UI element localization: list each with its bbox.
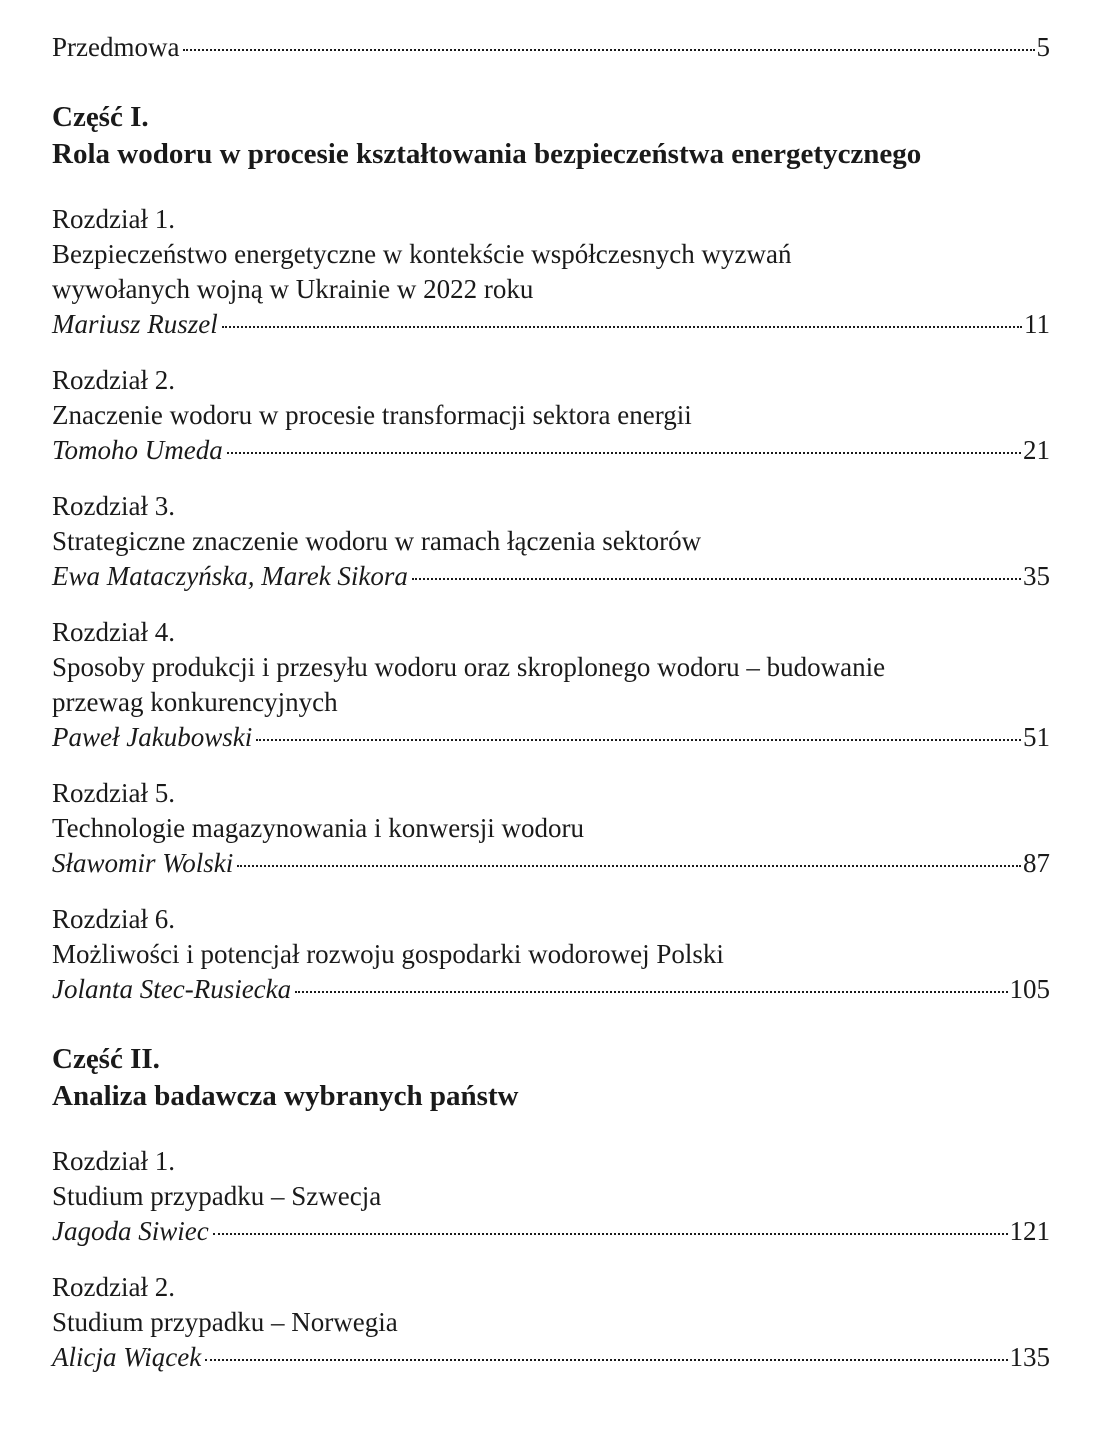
toc-entry-chapter[interactable] — [52, 490, 1050, 594]
dot-leader — [213, 1233, 1008, 1235]
toc-entry-preface[interactable] — [52, 30, 1050, 65]
chapter-author: Sławomir Wolski — [52, 848, 234, 878]
dot-leader — [183, 49, 1034, 51]
dot-leader — [412, 578, 1021, 580]
chapter-author-line — [52, 1340, 1050, 1375]
chapter-author-line — [52, 846, 1050, 881]
chapter-title-line: Technologie magazynowania i konwersji wodoru — [52, 813, 584, 843]
chapter-title-line: Strategiczne znaczenie wodoru w ramach łączenia sektorów — [52, 526, 702, 556]
page-number: 11 — [1024, 309, 1050, 339]
chapter-author-line — [52, 307, 1050, 342]
chapter-title — [52, 811, 1050, 846]
dot-leader — [227, 452, 1021, 454]
chapter-author: Alicja Wiącek — [52, 1342, 202, 1372]
part-title: Analiza badawcza wybranych państw — [52, 1080, 519, 1112]
page-number: 105 — [1009, 974, 1050, 1004]
chapter-label: Rozdział 2. — [52, 1272, 175, 1302]
chapter-label: Rozdział 6. — [52, 904, 175, 934]
toc-entry-chapter[interactable] — [52, 1271, 1050, 1375]
dot-leader — [256, 739, 1021, 741]
chapter-title-line: Sposoby produkcji i przesyłu wodoru oraz skroplonego wodoru – budowanie — [52, 652, 886, 682]
page-number: 5 — [1036, 32, 1050, 62]
entry-title: Przedmowa — [52, 32, 180, 62]
dot-leader — [295, 991, 1007, 993]
chapter-title — [52, 650, 1050, 720]
toc-entry-chapter[interactable] — [52, 364, 1050, 468]
chapter-title — [52, 1305, 1050, 1340]
part-title: Rola wodoru w procesie kształtowania bezpieczeństwa energetycznego — [52, 138, 922, 170]
part-label: Część II. — [52, 1043, 160, 1075]
chapter-label: Rozdział 1. — [52, 204, 175, 234]
chapter-label: Rozdział 5. — [52, 778, 175, 808]
chapter-label: Rozdział 3. — [52, 491, 175, 521]
chapter-title — [52, 1179, 1050, 1214]
chapter-label: Rozdział 4. — [52, 617, 175, 647]
chapter-author-line — [52, 972, 1050, 1007]
page-number: 21 — [1023, 435, 1050, 465]
chapter-author: Jolanta Stec-Rusiecka — [52, 974, 292, 1004]
chapter-author: Ewa Mataczyńska, Marek Sikora — [52, 561, 408, 591]
chapter-author: Paweł Jakubowski — [52, 722, 253, 752]
chapter-author-line — [52, 433, 1050, 468]
chapter-title-line: Studium przypadku – Norwegia — [52, 1307, 398, 1337]
page-number: 35 — [1023, 561, 1050, 591]
dot-leader — [205, 1359, 1007, 1361]
chapter-title — [52, 398, 1050, 433]
dot-leader — [222, 326, 1022, 328]
chapter-author-line — [52, 720, 1050, 755]
chapter-title-line: przewag konkurencyjnych — [52, 687, 338, 717]
chapter-label: Rozdział 1. — [52, 1146, 175, 1176]
chapter-title-line: Możliwości i potencjał rozwoju gospodarki wodorowej Polski — [52, 939, 724, 969]
part-2 — [52, 1041, 1050, 1375]
chapter-author: Tomoho Umeda — [52, 435, 223, 465]
chapter-title-line: Studium przypadku – Szwecja — [52, 1181, 382, 1211]
toc-entry-chapter[interactable] — [52, 1145, 1050, 1249]
toc-entry-chapter[interactable] — [52, 903, 1050, 1007]
page-number: 87 — [1023, 848, 1050, 878]
toc-entry-chapter[interactable] — [52, 203, 1050, 342]
chapter-title — [52, 937, 1050, 972]
page-number: 51 — [1023, 722, 1050, 752]
chapter-title — [52, 237, 1050, 307]
chapter-label: Rozdział 2. — [52, 365, 175, 395]
chapter-title — [52, 524, 1050, 559]
chapter-author-line — [52, 1214, 1050, 1249]
part-1 — [52, 99, 1050, 1007]
chapter-author: Mariusz Ruszel — [52, 309, 218, 339]
toc-entry-chapter[interactable] — [52, 777, 1050, 881]
chapter-title-line: Bezpieczeństwo energetyczne w kontekście współczesnych wyzwań — [52, 239, 792, 269]
chapter-title-line: wywołanych wojną w Ukrainie w 2022 roku — [52, 274, 534, 304]
chapter-title-line: Znaczenie wodoru w procesie transformacji sektora energii — [52, 400, 692, 430]
dot-leader — [237, 865, 1021, 867]
part-label: Część I. — [52, 101, 149, 133]
toc-entry-chapter[interactable] — [52, 616, 1050, 755]
page-number: 121 — [1009, 1216, 1050, 1246]
chapter-author: Jagoda Siwiec — [52, 1216, 209, 1246]
chapter-author-line — [52, 559, 1050, 594]
page-number: 135 — [1009, 1342, 1050, 1372]
